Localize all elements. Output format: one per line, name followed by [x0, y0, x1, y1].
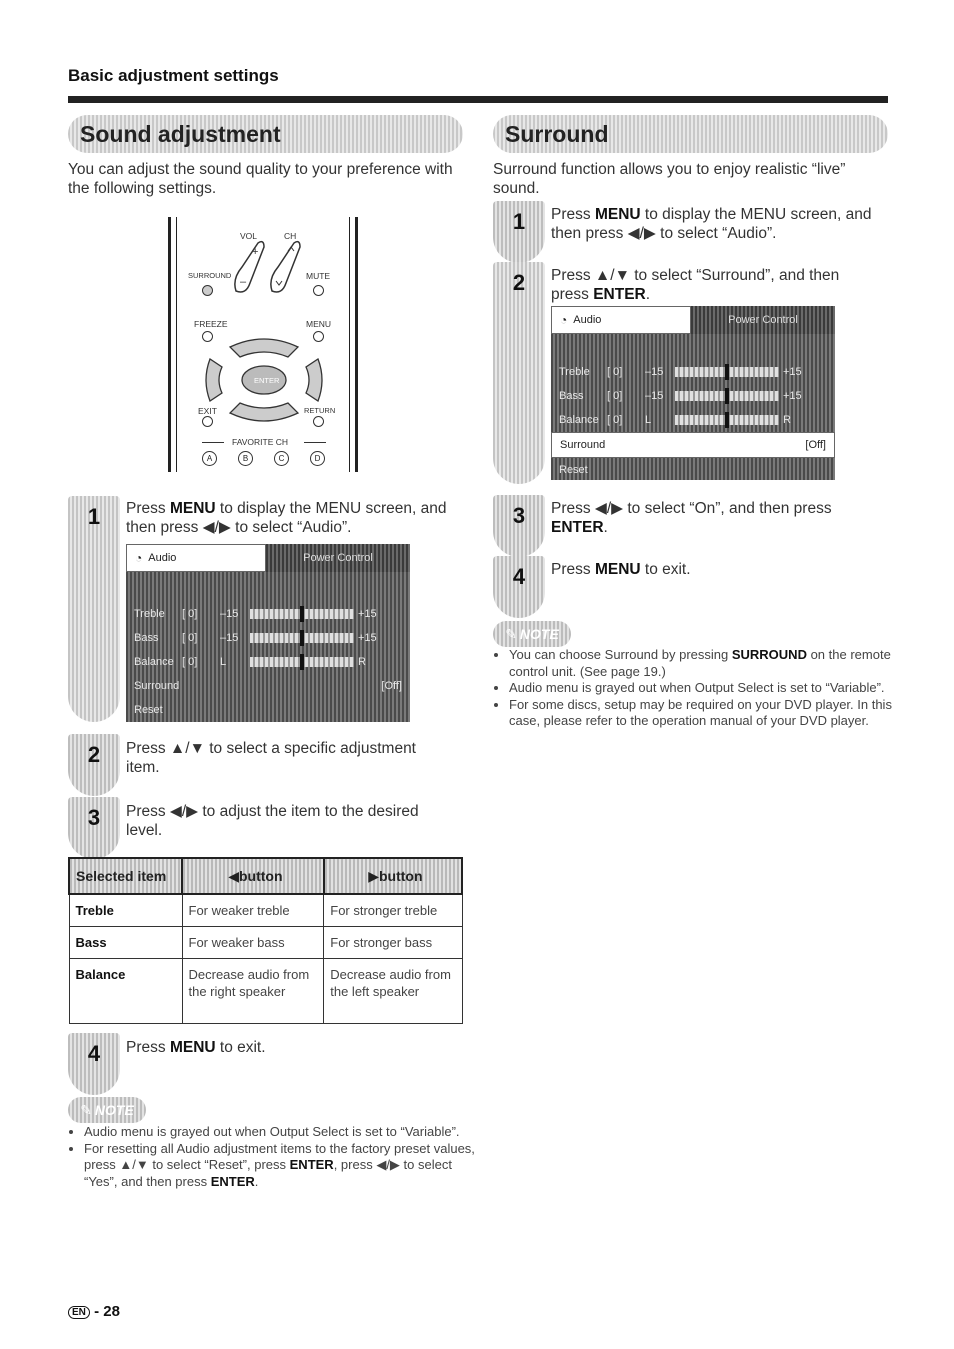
surround-step-2-post: .: [645, 286, 651, 303]
table-cell-item: Treble: [69, 894, 182, 927]
favorite-rule-right: [304, 442, 326, 443]
table-cell-right: For stronger treble: [324, 894, 462, 927]
osd-row-value: [ 0]: [182, 632, 198, 644]
surround-step-1-pre: Press: [551, 206, 595, 223]
osd-row-treble[interactable]: [559, 360, 827, 384]
sound-adjustment-title: Sound adjustment: [80, 120, 281, 147]
surround-label: SURROUND: [188, 271, 232, 280]
tab-power-control[interactable]: [266, 544, 410, 572]
surround-step-4-text: [551, 560, 871, 579]
osd-level-bar[interactable]: [675, 367, 779, 377]
sound-note-badge: [68, 1097, 146, 1123]
sound-step-2-text: Press ▲/▼ to select a specific adjustment item.: [126, 740, 416, 776]
sound-step-4-pre: Press: [126, 1039, 170, 1056]
osd-row-label: Treble: [134, 608, 165, 620]
tab-audio[interactable]: [551, 306, 691, 334]
surround-step-4-badge: [493, 556, 545, 618]
osd-row-balance[interactable]: [134, 650, 402, 674]
sound-step-2-number: 2: [87, 742, 101, 767]
note-pencil-icon: ✎: [505, 625, 517, 642]
mute-button[interactable]: [313, 285, 324, 296]
sound-step-1-bold: MENU: [169, 500, 216, 517]
osd-row-bass[interactable]: [134, 626, 402, 650]
favorite-rule-left: [202, 442, 224, 443]
favorite-c-button[interactable]: C: [274, 451, 289, 466]
osd-row-treble[interactable]: [134, 602, 402, 626]
surround-step-1-number: 1: [512, 209, 526, 234]
osd-level-bar[interactable]: [675, 415, 779, 425]
osd-surround-label: Surround: [560, 439, 606, 451]
osd-level-bar[interactable]: [250, 609, 354, 619]
osd-row-min: L: [645, 414, 652, 426]
osd-row-label: Balance: [559, 414, 599, 426]
osd-surround-value: [Off]: [381, 680, 402, 692]
table-cell-left: For weaker bass: [182, 927, 324, 959]
sound-adjustment-banner: [68, 115, 463, 153]
table-row: [69, 927, 462, 959]
favorite-d-button[interactable]: D: [310, 451, 325, 466]
osd-row-value: [ 0]: [607, 390, 623, 402]
tab-audio[interactable]: [126, 544, 266, 572]
sound-step-1-badge: [68, 496, 120, 722]
surround-note-badge: [493, 621, 571, 647]
note-text: For resetting all Audio adjustment items to the factory preset values, press ▲/▼ to select “Reset”, press: [84, 1140, 475, 1172]
osd-row-max: +15: [783, 390, 802, 402]
remote-control-illustration: [168, 217, 358, 472]
surround-step-3-badge: [493, 495, 545, 557]
sound-step-4-bold: MENU: [169, 1039, 216, 1056]
surround-intro: Surround function allows you to enjoy realistic “live” sound.: [493, 161, 846, 197]
osd-level-knob[interactable]: [725, 364, 729, 380]
osd-row-balance[interactable]: [559, 408, 827, 432]
osd-reset-label: Reset: [134, 704, 163, 716]
sound-step-4-badge: [68, 1033, 120, 1095]
table-header-row: [69, 858, 462, 894]
sound-step-1-post: to display the MENU screen, and then press ◀/▶ to select “Audio”.: [126, 500, 447, 536]
page-header: Basic adjustment settings: [68, 66, 279, 85]
remote-edge-left: [168, 217, 171, 472]
note-pencil-icon: ✎: [80, 1101, 92, 1118]
adjustment-table: [68, 857, 463, 1024]
osd-body: [551, 334, 835, 480]
osd-tabs: [126, 544, 410, 572]
osd-reset-label: Reset: [559, 464, 588, 476]
osd-level-knob[interactable]: [300, 606, 304, 622]
surround-step-2-text: [551, 266, 871, 304]
osd-level-knob[interactable]: [725, 412, 729, 428]
remote-edge-left-inner: [176, 217, 177, 472]
osd-row-surround[interactable]: [134, 674, 402, 698]
return-label: RETURN: [304, 406, 336, 415]
audio-menu-screen-left: [126, 544, 410, 722]
osd-row-min: –15: [645, 390, 664, 402]
osd-row-max: +15: [358, 632, 377, 644]
note-item: • For some discs, setup may be required on your DVD player. In this case, please refer to the operation manual of your DVD player.: [509, 697, 899, 730]
return-button[interactable]: [313, 416, 324, 427]
osd-row-max: R: [358, 656, 366, 668]
sound-note-label: NOTE: [94, 1102, 134, 1118]
osd-level-knob[interactable]: [300, 630, 304, 646]
note-text: on the remote control unit. (See page 19.): [509, 647, 891, 679]
osd-row-min: L: [220, 656, 227, 668]
exit-label: EXIT: [198, 406, 217, 416]
sound-step-3-text: Press ◀/▶ to adjust the item to the desired level.: [126, 803, 419, 839]
note-text: .: [254, 1173, 259, 1189]
tab-audio-label: Audio: [148, 552, 177, 564]
audio-tab-icon: ◔: [560, 313, 568, 327]
osd-row-min: –15: [220, 608, 239, 620]
audio-tab-icon: ◔: [135, 551, 143, 565]
tab-audio-label: Audio: [573, 314, 602, 326]
note-bold: ENTER: [210, 1173, 255, 1189]
surround-step-2-number: 2: [512, 270, 526, 295]
osd-row-max: +15: [358, 608, 377, 620]
header-rule: [68, 96, 888, 103]
sound-step-3-number: 3: [87, 805, 101, 830]
osd-row-min: –15: [645, 366, 664, 378]
ch-label: CH: [284, 231, 297, 241]
surround-notes: [495, 647, 899, 730]
surround-step-1-badge: [493, 201, 545, 263]
osd-level-bar[interactable]: [250, 633, 354, 643]
osd-row-min: –15: [220, 632, 239, 644]
svg-text:+: +: [252, 246, 259, 258]
col-selected-item: Selected item: [69, 858, 182, 894]
sound-step-4-number: 4: [87, 1041, 101, 1066]
note-item: • Audio menu is grayed out when Output Select is set to “Variable”.: [84, 1124, 479, 1141]
surround-step-2-pre: Press ▲/▼ to select “Surround”, and then press: [551, 267, 840, 303]
table-cell-item: Balance: [69, 959, 182, 1024]
osd-row-label: Balance: [134, 656, 174, 668]
osd-row-label: Bass: [134, 632, 159, 644]
note-bold: SURROUND: [731, 647, 807, 662]
page-number: - 28: [94, 1303, 120, 1320]
osd-row-bass[interactable]: [559, 384, 827, 408]
mute-label: MUTE: [306, 271, 331, 281]
language-badge: EN: [68, 1306, 90, 1319]
osd-surround-label: Surround: [134, 680, 180, 692]
table-row: [69, 894, 462, 927]
note-text: You can choose Surround by pressing: [509, 647, 732, 662]
note-item: [84, 1141, 479, 1191]
surround-step-4-pre: Press: [551, 561, 595, 578]
page-footer: [68, 1303, 120, 1320]
freeze-label: FREEZE: [194, 319, 228, 329]
col-left-button: ◀button: [182, 858, 324, 894]
sound-step-1-text: [126, 499, 466, 537]
remote-edge-right-inner: [349, 217, 350, 472]
surround-title: Surround: [505, 120, 609, 147]
surround-step-2-badge: [493, 262, 545, 484]
surround-step-3-bold: ENTER: [551, 519, 604, 536]
surround-step-1-post: to display the MENU screen, and then press ◀/▶ to select “Audio”.: [551, 206, 872, 242]
osd-level-knob[interactable]: [300, 654, 304, 670]
sound-step-1-number: 1: [87, 504, 101, 529]
vol-ch-rocker-icon: [228, 239, 308, 299]
sound-adjustment-intro: You can adjust the sound quality to your preference with the following settings.: [68, 161, 453, 197]
surround-note-label: NOTE: [519, 626, 559, 642]
table-row: [69, 959, 462, 1024]
tab-power-label: Power Control: [728, 314, 798, 326]
surround-step-3-text: [551, 499, 871, 537]
surround-step-4-number: 4: [512, 564, 526, 589]
exit-button[interactable]: [202, 416, 213, 427]
favorite-b-button[interactable]: B: [238, 451, 253, 466]
sound-step-4-post: to exit.: [215, 1039, 266, 1056]
favorite-a-button[interactable]: A: [202, 451, 217, 466]
surround-banner: [493, 115, 888, 153]
table-cell-item: Bass: [69, 927, 182, 959]
osd-level-bar[interactable]: [675, 391, 779, 401]
table-cell-left: For weaker treble: [182, 894, 324, 927]
osd-row-value: [ 0]: [607, 366, 623, 378]
osd-row-label: Treble: [559, 366, 590, 378]
enter-label: ENTER: [254, 376, 280, 385]
osd-surround-value: [Off]: [805, 439, 826, 451]
surround-step-1-bold: MENU: [594, 206, 641, 223]
osd-tabs: [551, 306, 835, 334]
tab-power-control[interactable]: [691, 306, 835, 334]
sound-step-3-badge: [68, 797, 120, 859]
osd-row-reset[interactable]: [134, 698, 402, 722]
audio-menu-screen-right: [551, 306, 835, 480]
table-cell-left: Decrease audio from the right speaker: [182, 959, 324, 1024]
surround-step-4-post: to exit.: [640, 561, 691, 578]
surround-step-4-bold: MENU: [594, 561, 641, 578]
osd-row-value: [ 0]: [607, 414, 623, 426]
osd-row-surround-selected[interactable]: [551, 432, 835, 458]
osd-body: [126, 572, 410, 722]
osd-row-max: R: [783, 414, 791, 426]
sound-step-1-pre: Press: [126, 500, 170, 517]
osd-row-reset[interactable]: [559, 458, 827, 482]
remote-edge-right: [355, 217, 358, 472]
note-item: • Audio menu is grayed out when Output Select is set to “Variable”.: [509, 680, 899, 697]
menu-label: MENU: [306, 319, 332, 329]
tab-power-label: Power Control: [303, 552, 373, 564]
note-bold: ENTER: [289, 1157, 334, 1172]
sound-step-4-text: [126, 1038, 446, 1057]
surround-step-3-post: .: [603, 519, 608, 536]
osd-level-bar[interactable]: [250, 657, 354, 667]
surround-button[interactable]: [202, 285, 213, 296]
surround-step-2-bold: ENTER: [593, 286, 646, 303]
note-text: , press ◀/▶ to select “Yes”, and then press: [84, 1157, 452, 1189]
sound-step-2-badge: [68, 734, 120, 796]
col-right-button: ▶button: [324, 858, 462, 894]
surround-step-1-text: [551, 205, 891, 243]
osd-level-knob[interactable]: [725, 388, 729, 404]
note-item: [509, 647, 899, 680]
svg-text:–: –: [240, 276, 247, 288]
favorite-ch-label: FAVORITE CH: [232, 437, 289, 447]
sound-notes: [70, 1124, 479, 1190]
table-cell-right: For stronger bass: [324, 927, 462, 959]
vol-label: VOL: [240, 231, 258, 241]
table-cell-right: Decrease audio from the left speaker: [324, 959, 462, 1024]
osd-row-value: [ 0]: [182, 608, 198, 620]
osd-row-label: Bass: [559, 390, 584, 402]
osd-row-value: [ 0]: [182, 656, 198, 668]
surround-step-3-number: 3: [512, 503, 526, 528]
osd-row-max: +15: [783, 366, 802, 378]
surround-step-3-pre: Press ◀/▶ to select “On”, and then press: [551, 500, 832, 517]
